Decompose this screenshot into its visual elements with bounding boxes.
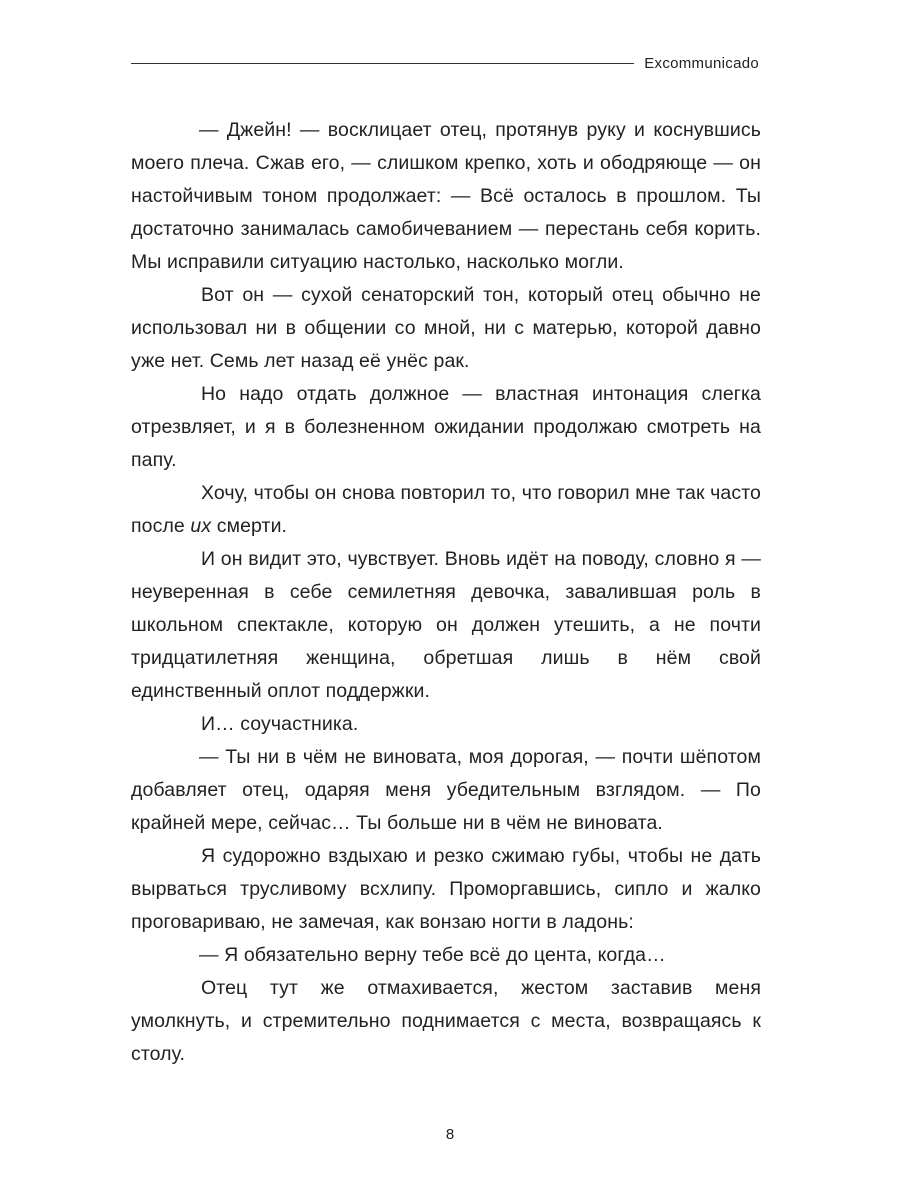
paragraph-8: Я судорожно вздыхаю и резко сжимаю губы, чтобы не дать вырваться трусливому всхлипу. Проморгавшись, сипло и жалко проговариваю, не замечая, как вонзаю ногти в ладонь:	[131, 845, 761, 933]
paragraph-2: Вот он — сухой сенаторский тон, который отец обычно не использовал ни в общении со мной, ни с матерью, которой давно уже нет. Семь лет назад её унёс рак.	[131, 284, 761, 372]
paragraph-6: И… соучастника.	[201, 713, 359, 735]
book-title: Excommunicado	[644, 54, 759, 72]
paragraph-5: И он видит это, чувствует. Вновь идёт на поводу, словно я — неуверенная в себе семилетняя девочка, завалившая роль в школьном спектакле, которую он должен утешить, а не почти тридцатилетняя женщина, обретшая лишь в нём свой единственный оплот поддержки.	[131, 548, 761, 702]
paragraph-10: Отец тут же отмахивается, жестом заставив меня умолкнуть, и стремительно поднимается с места, возвращаясь к столу.	[131, 977, 761, 1065]
paragraph-4	[131, 477, 761, 543]
paragraph-7: — Ты ни в чём не виновата, моя дорогая, — почти шёпотом добавляет отец, одаряя меня убедительным взглядом. — По крайней мере, сейчас… Ты больше ни в чём не виновата.	[131, 746, 761, 834]
paragraph-1: — Джейн! — восклицает отец, протянув руку и коснувшись моего плеча. Сжав его, — слишком крепко, хоть и ободряюще — он настойчивым тоном продолжает: — Всё осталось в прошлом. Ты достаточно занималась самобичеванием — перестань себя корить. Мы исправили ситуацию настолько, насколько могли.	[131, 119, 761, 273]
paragraph-3: Но надо отдать должное — властная интонация слегка отрезвляет, и я в болезненном ожидании продолжаю смотреть на папу.	[131, 383, 761, 471]
header-rule	[131, 63, 634, 64]
page-number: 8	[445, 1126, 455, 1143]
page-body	[131, 114, 761, 1071]
paragraph-9: — Я обязательно верну тебе всё до цента, когда…	[199, 944, 666, 966]
paragraph-4-end: смерти.	[211, 515, 288, 537]
emphasis-their: их	[190, 515, 212, 537]
paragraph-4-start: Хочу, чтобы он снова повторил то, что говорил мне так часто после	[131, 482, 761, 537]
running-header	[131, 52, 759, 74]
